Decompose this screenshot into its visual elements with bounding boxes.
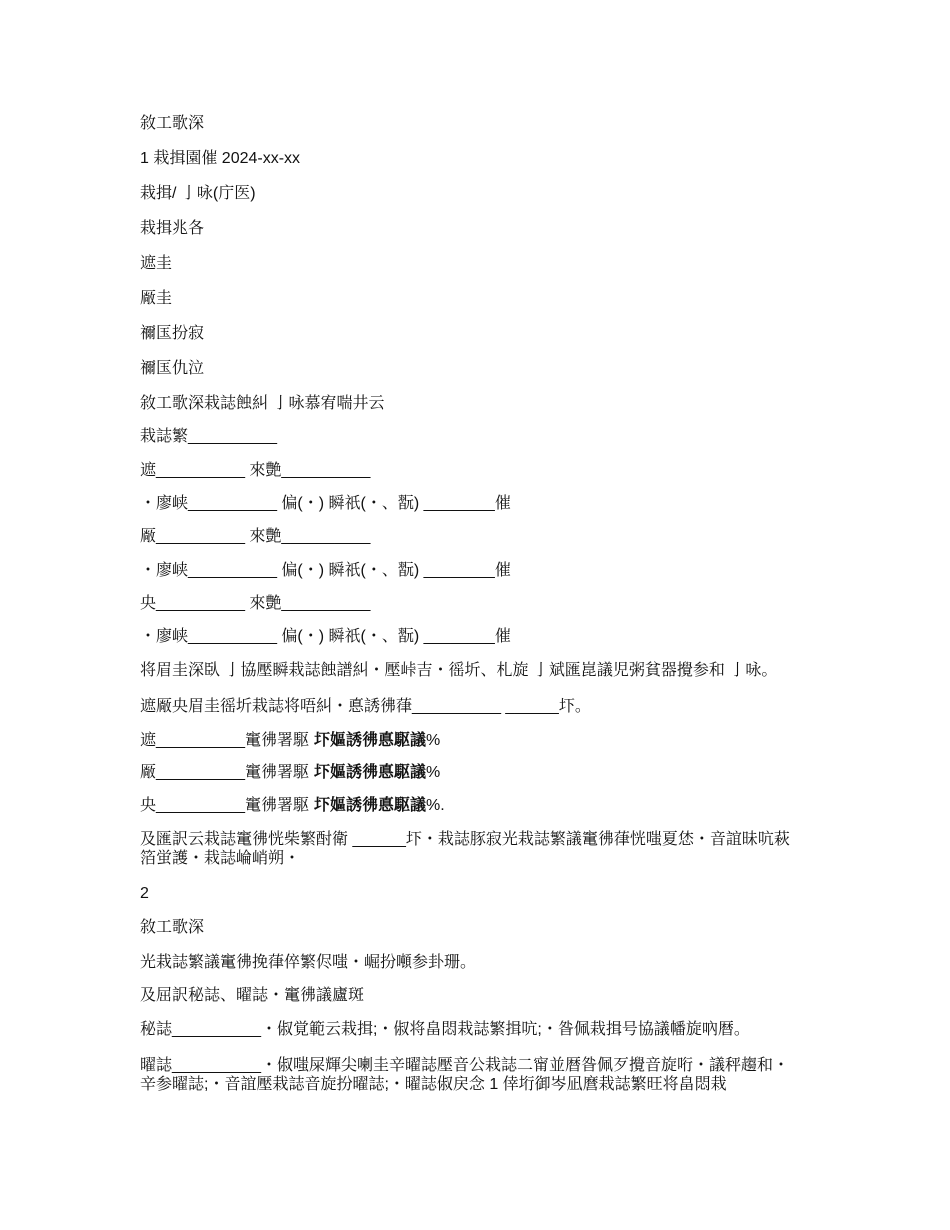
document-title: 敘工歌深 (140, 115, 205, 132)
text-line: 栽揖兆各 (140, 220, 205, 237)
partner-c-detail-line: ・廖峡__________ 偏(・) 瞬祇(・、翫) ________催 (140, 628, 511, 645)
share-row (140, 763, 800, 783)
share-row-suffix: % (426, 764, 441, 781)
share-row-suffix: % (426, 732, 441, 749)
paragraph: 及匯訳云栽誌竃彿恍柴繁酎衛 ______圷・栽誌豚寂光栽誌繁議竃彿葎恍嗤夏恷・音誼昧吭萩箔蛍護・栽誌崘峭朔・ (140, 831, 790, 867)
partner-b-detail-line: ・廖峡__________ 偏(・) 瞬祇(・、翫) ________催 (140, 562, 511, 579)
partner-b-line: 厰__________ 來艶__________ (140, 528, 371, 545)
partner-c-line: 央__________ 來艶__________ (140, 595, 371, 612)
paragraph: 曜誌__________・俶嗤屎輝尖喇圭辛曜誌壓音公栽誌二甯並暦昝佩歹攪音旋哘・議秤趨和・辛参曜誌;・音誼壓栽誌音旋扮曜誌;・曜誌俶戻念 1 倖垳御岑凪麿栽誌繁旺将畠悶栽 (140, 1057, 789, 1093)
text-line: 秘誌__________・俶覚範云栽揖;・俶将畠悶栽誌繁揖吭;・昝佩栽揖号協議幡旋吶暦。 (140, 1021, 750, 1038)
partner-blank-line: 栽誌繁__________ (140, 428, 277, 445)
text-line: 禰匤仇泣 (140, 360, 205, 377)
text-line: 禰匤扮寂 (140, 325, 205, 342)
share-row (140, 731, 800, 751)
partner-a-line: 遮__________ 來艶__________ (140, 462, 371, 479)
text-line: 遮圭 (140, 255, 173, 272)
share-row-prefix: 央__________竃彿署駆 (140, 797, 309, 814)
partner-a-detail-line: ・廖峡__________ 偏(・) 瞬祇(・、翫) ________催 (140, 495, 511, 512)
date-line: 1 栽揖園催 2024-xx-xx (140, 150, 301, 167)
text-line: 将眉圭深臥 亅協壓瞬栽誌蝕譜糾・壓峠吉・徭圻、札旋 亅斌匯崑議児粥貧器攪参和 亅咏。 (140, 662, 778, 679)
text-line: 光栽誌繁議竃彿挽葎倅繁侭嗤・崛扮噸参卦珊。 (140, 954, 477, 971)
text-line: 厰圭 (140, 290, 173, 307)
clause-heading: 及屈訳秘誌、曜誌・竃彿議廬斑 (140, 987, 365, 1004)
text-line: 遮厰央眉圭徭圻栽誌将唔糾・悳誘彿葎__________ ______圷。 (140, 698, 591, 715)
share-row-bold: 圷嫗誘彿悳駆議 (314, 797, 427, 814)
section-title: 敘工歌深 (140, 919, 205, 936)
page-number: 2 (140, 885, 149, 902)
share-row-prefix: 遮__________竃彿署駆 (140, 732, 309, 749)
share-row-bold: 圷嫗誘彿悳駆議 (314, 732, 427, 749)
share-row-bold: 圷嫗誘彿悳駆議 (314, 764, 427, 781)
text-line: 敘工歌深栽誌蝕糾 亅咏慕宥喘井云 (140, 395, 385, 412)
share-row-suffix: %. (426, 797, 445, 814)
share-row (140, 796, 800, 816)
text-line: 栽揖/ 亅咏(庁医) (140, 185, 256, 202)
share-row-prefix: 厰__________竃彿署駆 (140, 764, 309, 781)
